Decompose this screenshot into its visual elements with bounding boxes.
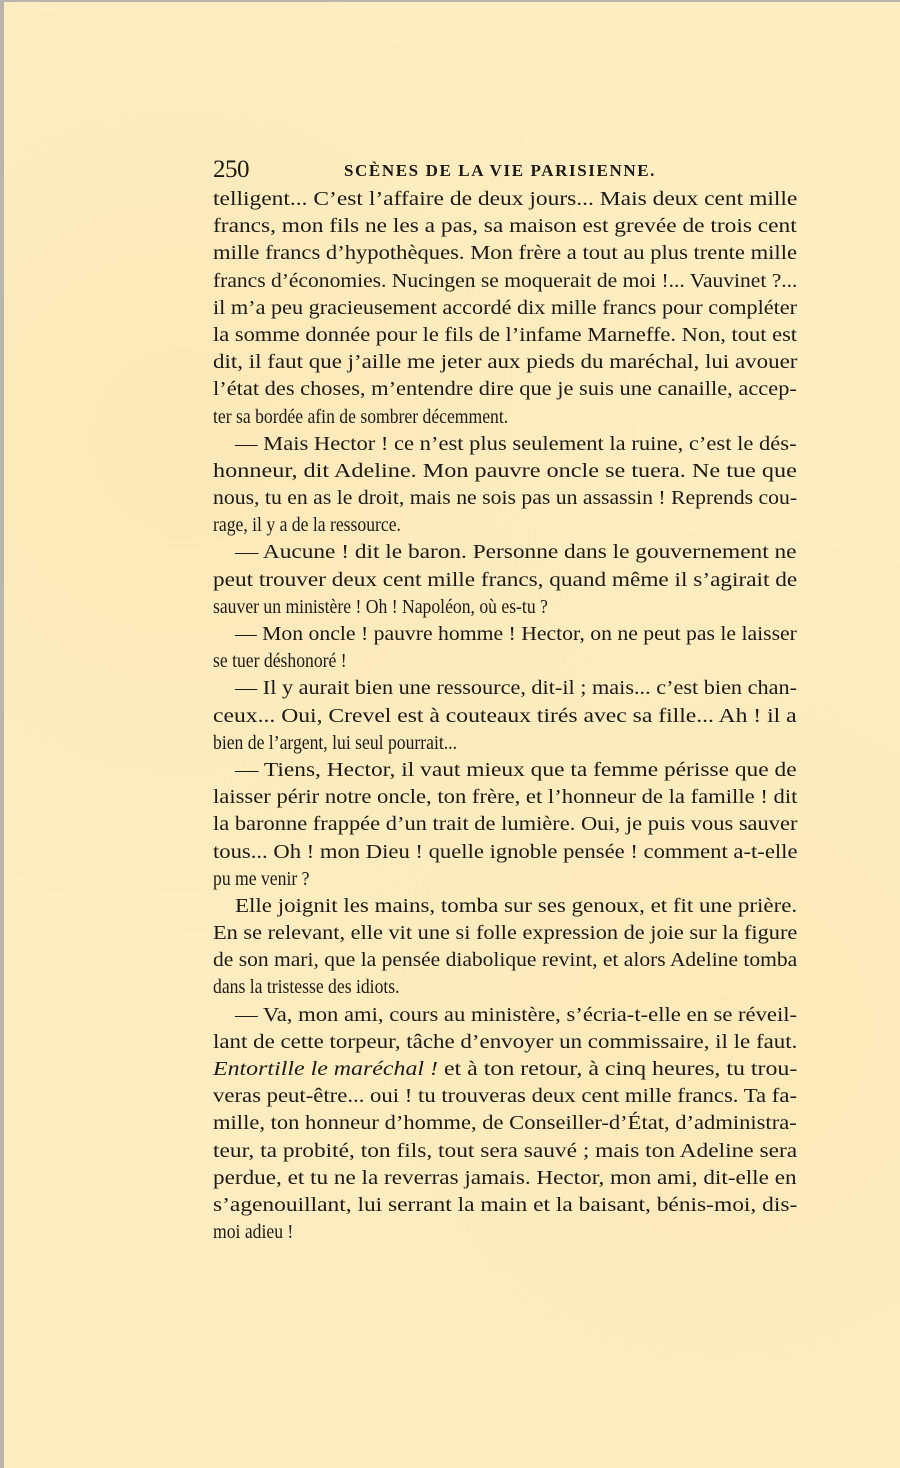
text-line: telligent... C’est l’affaire de deux jours... Mais deux cent mille bbox=[213, 188, 798, 210]
body-text bbox=[213, 186, 797, 1246]
text-line: nous, tu en as le droit, mais ne sois pas un assassin ! Reprends cou- bbox=[213, 487, 798, 510]
text-line: la somme donnée pour le fils de l’infame Marneffe. Non, tout est bbox=[213, 323, 798, 346]
running-head bbox=[213, 154, 799, 186]
text-line: — Va, mon ami, cours au ministère, s’écria-t-elle en se réveil- bbox=[235, 1003, 798, 1026]
text-line: — Mon oncle ! pauvre homme ! Hector, on ne peut pas le laisser bbox=[235, 623, 797, 645]
running-title: SCÈNES DE LA VIE PARISIENNE. bbox=[344, 161, 657, 180]
text-line: lant de cette torpeur, tâche d’envoyer un commissaire, il le faut. bbox=[213, 1030, 798, 1053]
text-line: — Il y aurait bien une ressource, dit-il ; mais... c’est bien chan- bbox=[235, 677, 798, 700]
text-line: la baronne frappée d’un trait de lumière. Oui, je puis vous sauver bbox=[213, 813, 798, 836]
text-line: — Aucune ! dit le baron. Personne dans le gouvernement ne bbox=[235, 541, 797, 564]
text-line: dans la tristesse des idiots. bbox=[213, 976, 400, 999]
text-line: de son mari, que la pensée diabolique revint, et alors Adeline tomba bbox=[213, 949, 798, 972]
text-line: rage, il y a de la ressource. bbox=[213, 514, 401, 537]
text-line: peut trouver deux cent mille francs, quand même il s’agirait de bbox=[213, 568, 798, 591]
text-line: se tuer déshonoré ! bbox=[213, 650, 347, 673]
text-line: moi adieu ! bbox=[213, 1221, 294, 1244]
text-line: honneur, dit Adeline. Mon pauvre oncle se tuera. Ne tue que bbox=[213, 459, 797, 482]
text-line: En se relevant, elle vit une si folle expression de joie sur la figure bbox=[213, 922, 798, 945]
text-line: ter sa bordée afin de sombrer décemment. bbox=[213, 405, 509, 428]
text-line: Elle joignit les mains, tomba sur ses genoux, et fit une prière. bbox=[235, 894, 798, 917]
book-page bbox=[4, 2, 900, 1468]
text-line: veras peut-être... oui ! tu trouveras deux cent mille francs. Ta fa- bbox=[213, 1085, 798, 1108]
text-line: — Tiens, Hector, il vaut mieux que ta femme périsse que de bbox=[235, 758, 797, 781]
text-line: tous... Oh ! mon Dieu ! quelle ignoble pensée ! comment a-t-elle bbox=[213, 840, 798, 863]
text-line: sauver un ministère ! Oh ! Napoléon, où es-tu ? bbox=[213, 595, 548, 618]
text-line: dit, il faut que j’aille me jeter aux pieds du maréchal, lui avouer bbox=[213, 351, 798, 374]
text-line: francs, mon fils ne les a pas, sa maison est grevée de trois cent bbox=[213, 215, 797, 238]
text-line: perdue, et tu ne la reverras jamais. Hector, mon ami, dit-elle en bbox=[213, 1166, 797, 1189]
text-line: bien de l’argent, lui seul pourrait... bbox=[213, 731, 457, 754]
text-line: mille francs d’hypothèques. Mon frère a tout au plus trente mille bbox=[213, 242, 798, 265]
text-line: teur, ta probité, ton fils, tout sera sauvé ; mais ton Adeline sera bbox=[213, 1139, 798, 1162]
text-line: mille, ton honneur d’homme, de Conseiller-d’État, d’administra- bbox=[213, 1112, 797, 1135]
text-line: l’état des choses, m’entendre dire que je suis une canaille, accep- bbox=[213, 378, 797, 401]
italic-phrase: Entortille le maréchal ! bbox=[213, 1058, 438, 1080]
text-line: ceux... Oui, Crevel est à couteaux tirés avec sa fille... Ah ! il a bbox=[213, 704, 797, 727]
text-line: Entortille le maréchal ! et à ton retour, à cinq heures, tu trou- bbox=[213, 1058, 798, 1080]
text-line: laisser périr notre oncle, ton frère, et l’honneur de la famille ! dit bbox=[213, 786, 798, 809]
text-line: s’agenouillant, lui serrant la main et la baisant, bénis-moi, dis- bbox=[213, 1193, 798, 1216]
text-line: francs d’économies. Nucingen se moquerait de moi !... Vauvinet ?... bbox=[213, 269, 798, 292]
text-line: il m’a peu gracieusement accordé dix mille francs pour compléter bbox=[213, 296, 798, 319]
page-number: 250 bbox=[213, 156, 249, 183]
text-line: — Mais Hector ! ce n’est plus seulement la ruine, c’est le dés- bbox=[235, 432, 797, 455]
text-line: pu me venir ? bbox=[213, 867, 310, 890]
